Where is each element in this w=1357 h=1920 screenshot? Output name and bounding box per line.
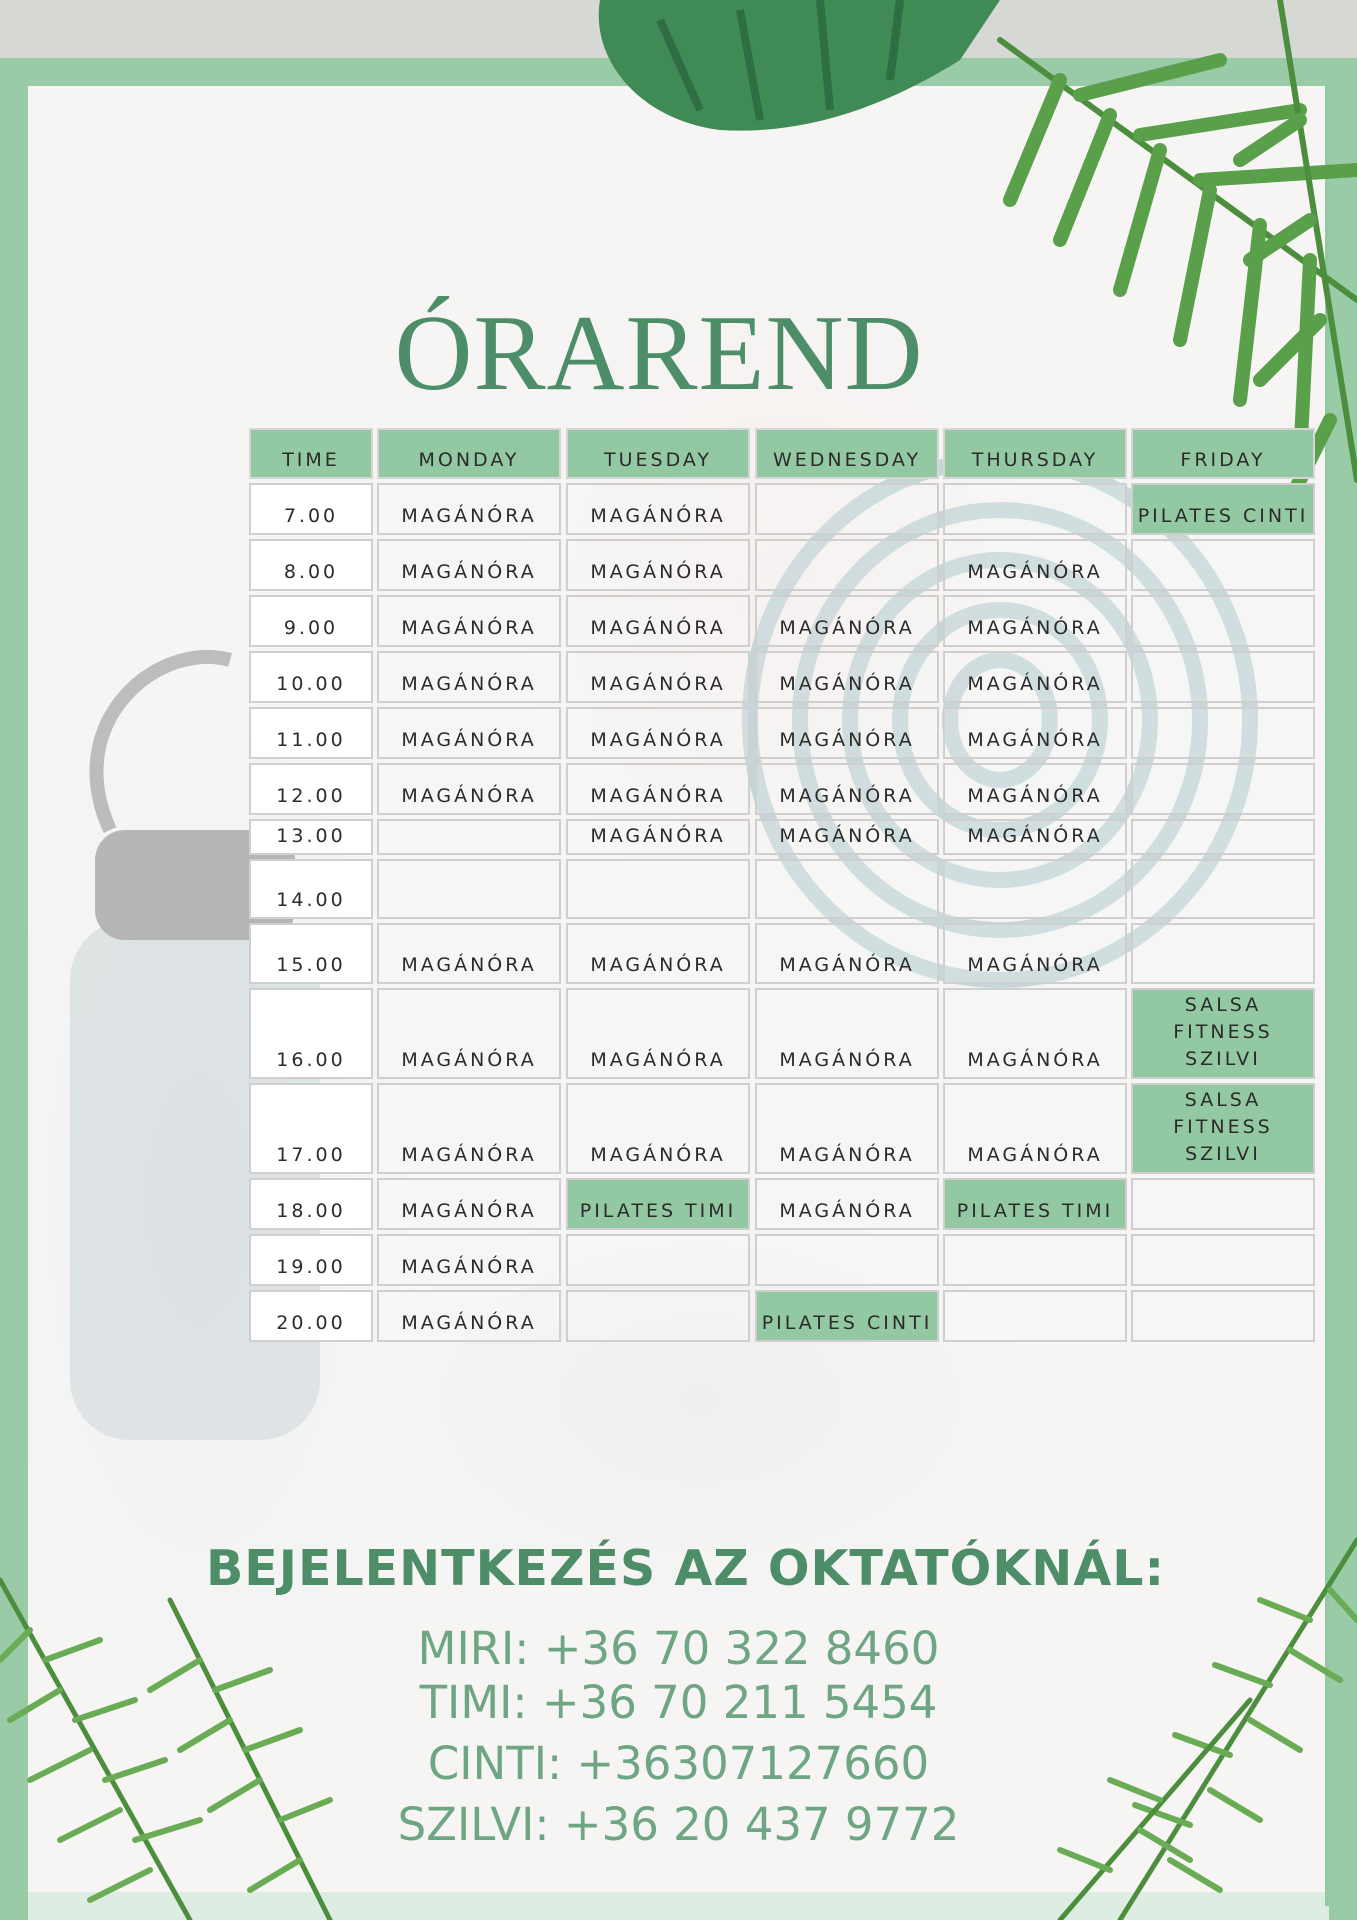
empty-cell (1131, 1178, 1315, 1230)
class-cell: MAGÁNÓRA (566, 595, 750, 647)
time-cell: 14.00 (249, 859, 373, 919)
empty-cell (566, 1290, 750, 1342)
class-cell: PILATES CINTI (755, 1290, 939, 1342)
empty-cell (755, 859, 939, 919)
class-cell: MAGÁNÓRA (377, 1178, 561, 1230)
class-cell: MAGÁNÓRA (755, 707, 939, 759)
contact-cinti: CINTI: +36307127660 (427, 1737, 930, 1790)
class-cell: MAGÁNÓRA (377, 595, 561, 647)
header-time: TIME (249, 428, 373, 479)
time-cell: 17.00 (249, 1083, 373, 1174)
empty-cell (1131, 707, 1315, 759)
class-cell: MAGÁNÓRA (755, 988, 939, 1079)
class-cell: MAGÁNÓRA (943, 819, 1127, 855)
empty-cell (377, 819, 561, 855)
class-cell: MAGÁNÓRA (943, 1083, 1127, 1174)
header-wednesday: WEDNESDAY (755, 428, 939, 479)
class-cell: PILATES TIMI (943, 1178, 1127, 1230)
empty-cell (943, 859, 1127, 919)
class-cell: MAGÁNÓRA (377, 483, 561, 535)
class-cell: MAGÁNÓRA (377, 707, 561, 759)
class-cell: MAGÁNÓRA (566, 819, 750, 855)
class-cell: SALSA FITNESS SZILVI (1131, 1083, 1315, 1174)
class-cell: MAGÁNÓRA (943, 651, 1127, 703)
empty-cell (1131, 539, 1315, 591)
class-cell: MAGÁNÓRA (943, 539, 1127, 591)
class-cell: MAGÁNÓRA (755, 763, 939, 815)
class-cell: MAGÁNÓRA (377, 1083, 561, 1174)
class-cell: MAGÁNÓRA (943, 923, 1127, 984)
empty-cell (1131, 923, 1315, 984)
fern-bottom-right-decoration (1060, 1540, 1357, 1920)
class-cell: MAGÁNÓRA (377, 923, 561, 984)
class-cell: MAGÁNÓRA (377, 1290, 561, 1342)
empty-cell (755, 1234, 939, 1286)
class-cell: MAGÁNÓRA (377, 651, 561, 703)
header-thursday: THURSDAY (943, 428, 1127, 479)
empty-cell (943, 1234, 1127, 1286)
time-cell: 19.00 (249, 1234, 373, 1286)
class-cell: MAGÁNÓRA (943, 707, 1127, 759)
class-cell: MAGÁNÓRA (943, 763, 1127, 815)
time-cell: 13.00 (249, 819, 373, 855)
time-cell: 20.00 (249, 1290, 373, 1342)
class-cell: MAGÁNÓRA (377, 988, 561, 1079)
time-cell: 11.00 (249, 707, 373, 759)
class-cell: PILATES TIMI (566, 1178, 750, 1230)
time-cell: 10.00 (249, 651, 373, 703)
empty-cell (1131, 651, 1315, 703)
empty-cell (943, 1290, 1127, 1342)
time-cell: 8.00 (249, 539, 373, 591)
empty-cell (566, 1234, 750, 1286)
class-cell: MAGÁNÓRA (377, 539, 561, 591)
class-cell: MAGÁNÓRA (566, 483, 750, 535)
class-cell: MAGÁNÓRA (755, 923, 939, 984)
class-cell: MAGÁNÓRA (377, 763, 561, 815)
contact-heading: BEJELENTKEZÉS AZ OKTATÓKNÁL: (205, 1540, 1166, 1597)
contact-miri: MIRI: +36 70 322 8460 (417, 1622, 940, 1675)
time-cell: 12.00 (249, 763, 373, 815)
class-cell: MAGÁNÓRA (755, 651, 939, 703)
empty-cell (1131, 1234, 1315, 1286)
header-tuesday: TUESDAY (566, 428, 750, 479)
class-cell: MAGÁNÓRA (566, 988, 750, 1079)
empty-cell (755, 539, 939, 591)
empty-cell (566, 859, 750, 919)
monstera-leaf-decoration (599, 0, 1000, 131)
class-cell: MAGÁNÓRA (755, 1178, 939, 1230)
time-cell: 9.00 (249, 595, 373, 647)
header-friday: FRIDAY (1131, 428, 1315, 479)
class-cell: MAGÁNÓRA (755, 1083, 939, 1174)
class-cell: MAGÁNÓRA (755, 819, 939, 855)
class-cell: MAGÁNÓRA (566, 1083, 750, 1174)
empty-cell (1131, 595, 1315, 647)
empty-cell (1131, 819, 1315, 855)
header-monday: MONDAY (377, 428, 561, 479)
class-cell: MAGÁNÓRA (566, 707, 750, 759)
class-cell: MAGÁNÓRA (377, 1234, 561, 1286)
class-cell: MAGÁNÓRA (943, 595, 1127, 647)
class-cell: MAGÁNÓRA (566, 923, 750, 984)
contact-szilvi: SZILVI: +36 20 437 9772 (397, 1798, 960, 1851)
time-cell: 15.00 (249, 923, 373, 984)
time-cell: 18.00 (249, 1178, 373, 1230)
time-cell: 7.00 (249, 483, 373, 535)
time-cell: 16.00 (249, 988, 373, 1079)
empty-cell (1131, 859, 1315, 919)
class-cell: PILATES CINTI (1131, 483, 1315, 535)
empty-cell (943, 483, 1127, 535)
class-cell: MAGÁNÓRA (566, 763, 750, 815)
empty-cell (377, 859, 561, 919)
class-cell: MAGÁNÓRA (566, 539, 750, 591)
page-title: ÓRAREND (394, 294, 924, 413)
empty-cell (1131, 1290, 1315, 1342)
empty-cell (755, 483, 939, 535)
class-cell: MAGÁNÓRA (566, 651, 750, 703)
contact-timi: TIMI: +36 70 211 5454 (419, 1676, 938, 1729)
class-cell: SALSA FITNESS SZILVI (1131, 988, 1315, 1079)
empty-cell (1131, 763, 1315, 815)
class-cell: MAGÁNÓRA (943, 988, 1127, 1079)
class-cell: MAGÁNÓRA (755, 595, 939, 647)
